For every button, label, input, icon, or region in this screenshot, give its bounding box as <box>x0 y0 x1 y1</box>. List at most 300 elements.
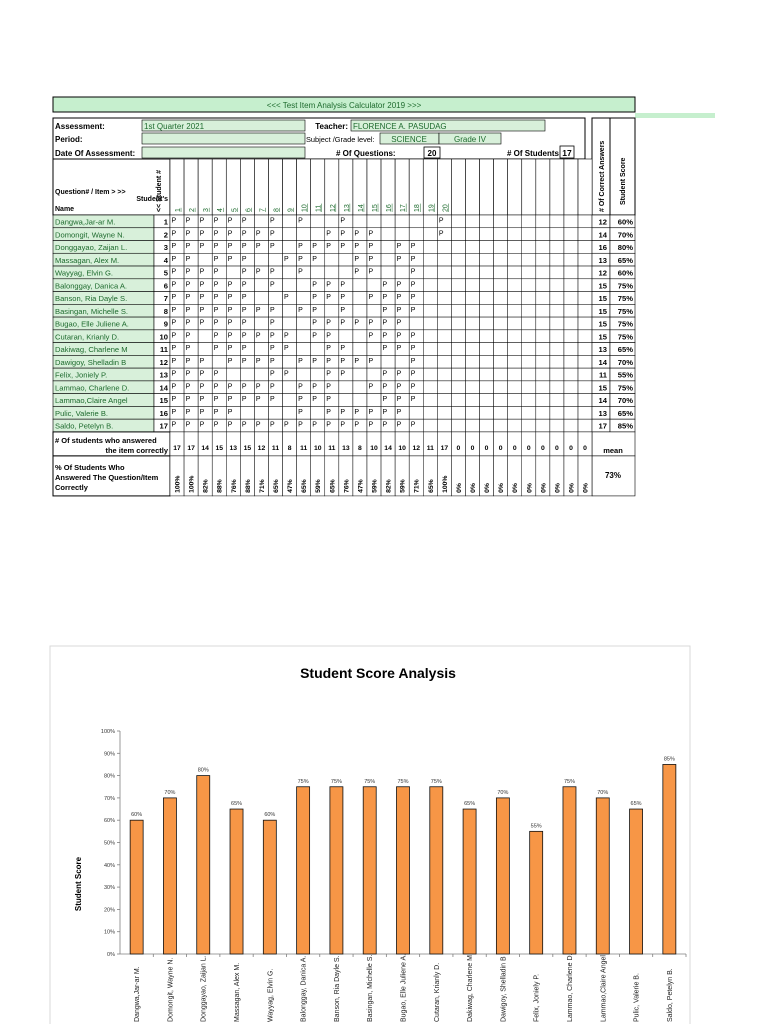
answer-cell[interactable] <box>451 304 465 317</box>
answer-cell[interactable] <box>480 266 494 279</box>
item-count-cell <box>465 432 479 456</box>
answer-cell[interactable] <box>536 228 550 241</box>
answer-cell[interactable] <box>437 406 451 419</box>
period-field[interactable] <box>142 133 305 144</box>
answer-cell[interactable] <box>508 406 522 419</box>
answer-cell[interactable] <box>297 330 311 343</box>
answer-cell[interactable] <box>494 266 508 279</box>
answer-cell[interactable] <box>339 394 353 407</box>
answer-cell[interactable] <box>536 253 550 266</box>
answer-cell[interactable] <box>480 343 494 356</box>
answer-cell[interactable] <box>297 228 311 241</box>
answer-cell[interactable] <box>508 355 522 368</box>
answer-cell[interactable] <box>536 266 550 279</box>
answer-cell[interactable] <box>451 330 465 343</box>
check-mark: P <box>255 332 261 340</box>
answer-cell[interactable] <box>522 381 536 394</box>
answer-cell[interactable] <box>522 368 536 381</box>
answer-cell[interactable] <box>353 330 367 343</box>
answer-cell[interactable] <box>437 381 451 394</box>
answer-cell[interactable] <box>536 215 550 228</box>
answer-cell[interactable] <box>381 266 395 279</box>
answer-cell[interactable] <box>508 343 522 356</box>
answer-cell[interactable] <box>494 304 508 317</box>
answer-cell[interactable] <box>297 279 311 292</box>
answer-cell[interactable] <box>198 253 212 266</box>
answer-cell[interactable] <box>480 292 494 305</box>
answer-cell[interactable] <box>465 228 479 241</box>
answer-cell[interactable] <box>339 266 353 279</box>
answer-cell[interactable] <box>550 381 564 394</box>
answer-cell[interactable] <box>550 394 564 407</box>
answer-cell[interactable] <box>268 253 282 266</box>
answer-cell[interactable] <box>508 368 522 381</box>
answer-cell[interactable] <box>536 355 550 368</box>
answer-cell[interactable] <box>409 406 423 419</box>
answer-cell[interactable] <box>480 368 494 381</box>
answer-cell[interactable] <box>423 330 437 343</box>
answer-cell[interactable] <box>283 279 297 292</box>
answer-cell[interactable] <box>564 330 578 343</box>
answer-cell[interactable] <box>480 355 494 368</box>
answer-cell[interactable] <box>508 253 522 266</box>
answer-cell[interactable] <box>564 381 578 394</box>
answer-cell[interactable] <box>437 241 451 254</box>
answer-cell[interactable] <box>423 368 437 381</box>
answer-cell[interactable] <box>494 381 508 394</box>
answer-cell[interactable] <box>367 394 381 407</box>
answer-cell[interactable] <box>550 292 564 305</box>
answer-cell[interactable] <box>536 304 550 317</box>
answer-cell[interactable] <box>564 304 578 317</box>
answer-cell[interactable] <box>465 381 479 394</box>
answer-cell[interactable] <box>395 228 409 241</box>
answer-cell[interactable] <box>465 406 479 419</box>
answer-cell[interactable] <box>494 355 508 368</box>
answer-cell[interactable] <box>451 355 465 368</box>
percent-label-line2: Answered The Question/Item <box>55 473 159 482</box>
answer-cell[interactable] <box>311 368 325 381</box>
answer-cell[interactable] <box>480 215 494 228</box>
answer-cell[interactable] <box>437 394 451 407</box>
bar-data-label: 75% <box>297 778 309 785</box>
answer-cell[interactable] <box>381 215 395 228</box>
answer-cell[interactable] <box>283 215 297 228</box>
answer-cell[interactable] <box>254 292 268 305</box>
answer-cell[interactable] <box>578 381 592 394</box>
answer-cell[interactable] <box>536 368 550 381</box>
answer-cell[interactable] <box>494 253 508 266</box>
answer-cell[interactable] <box>353 215 367 228</box>
answer-cell[interactable] <box>451 406 465 419</box>
answer-cell[interactable] <box>283 228 297 241</box>
answer-cell[interactable] <box>522 394 536 407</box>
answer-cell[interactable] <box>409 317 423 330</box>
answer-cell[interactable] <box>522 304 536 317</box>
answer-cell[interactable] <box>578 343 592 356</box>
answer-cell[interactable] <box>451 215 465 228</box>
answer-cell[interactable] <box>564 406 578 419</box>
answer-cell[interactable] <box>339 330 353 343</box>
answer-cell[interactable] <box>311 406 325 419</box>
answer-cell[interactable] <box>423 381 437 394</box>
answer-cell[interactable] <box>395 266 409 279</box>
answer-cell[interactable] <box>536 317 550 330</box>
answer-cell[interactable] <box>508 266 522 279</box>
answer-cell[interactable] <box>198 330 212 343</box>
answer-cell[interactable] <box>409 228 423 241</box>
answer-cell[interactable] <box>283 355 297 368</box>
answer-cell[interactable] <box>578 279 592 292</box>
bar-data-label: 70% <box>164 789 176 796</box>
answer-cell[interactable] <box>465 343 479 356</box>
answer-cell[interactable] <box>437 419 451 432</box>
answer-cell[interactable] <box>465 394 479 407</box>
answer-cell[interactable] <box>283 394 297 407</box>
answer-cell[interactable] <box>367 279 381 292</box>
check-mark: P <box>185 357 191 365</box>
answer-cell[interactable] <box>311 266 325 279</box>
answer-cell[interactable] <box>522 419 536 432</box>
answer-cell[interactable] <box>451 228 465 241</box>
answer-cell[interactable] <box>550 419 564 432</box>
answer-cell[interactable] <box>578 394 592 407</box>
answer-cell[interactable] <box>508 419 522 432</box>
answer-cell[interactable] <box>437 279 451 292</box>
answer-cell[interactable] <box>254 368 268 381</box>
answer-cell[interactable] <box>423 419 437 432</box>
answer-cell[interactable] <box>254 279 268 292</box>
answer-cell[interactable] <box>522 355 536 368</box>
answer-cell[interactable] <box>367 304 381 317</box>
answer-cell[interactable] <box>578 215 592 228</box>
answer-cell[interactable] <box>494 330 508 343</box>
answer-cell[interactable] <box>437 368 451 381</box>
answer-cell[interactable] <box>353 343 367 356</box>
answer-cell[interactable] <box>578 419 592 432</box>
answer-cell[interactable] <box>494 368 508 381</box>
answer-cell[interactable] <box>494 406 508 419</box>
answer-cell[interactable] <box>522 343 536 356</box>
answer-cell[interactable] <box>437 330 451 343</box>
answer-cell[interactable] <box>423 266 437 279</box>
y-tick-label: 80% <box>103 773 115 780</box>
answer-cell[interactable] <box>508 241 522 254</box>
answer-cell[interactable] <box>578 253 592 266</box>
answer-cell[interactable] <box>353 304 367 317</box>
answer-cell[interactable] <box>480 406 494 419</box>
answer-cell[interactable] <box>381 253 395 266</box>
answer-cell[interactable] <box>550 355 564 368</box>
answer-cell[interactable] <box>494 279 508 292</box>
answer-cell[interactable] <box>423 241 437 254</box>
answer-cell[interactable] <box>451 266 465 279</box>
answer-cell[interactable] <box>283 406 297 419</box>
answer-cell[interactable] <box>465 266 479 279</box>
answer-cell[interactable] <box>381 241 395 254</box>
answer-cell[interactable] <box>550 368 564 381</box>
answer-cell[interactable] <box>254 317 268 330</box>
answer-cell[interactable] <box>254 406 268 419</box>
answer-cell[interactable] <box>283 317 297 330</box>
answer-cell[interactable] <box>283 241 297 254</box>
answer-cell[interactable] <box>240 406 254 419</box>
answer-cell[interactable] <box>325 253 339 266</box>
answer-cell[interactable] <box>578 368 592 381</box>
answer-cell[interactable] <box>550 330 564 343</box>
answer-cell[interactable] <box>198 343 212 356</box>
answer-cell[interactable] <box>367 368 381 381</box>
answer-cell[interactable] <box>522 228 536 241</box>
answer-cell[interactable] <box>381 355 395 368</box>
answer-cell[interactable] <box>508 279 522 292</box>
answer-cell[interactable] <box>522 215 536 228</box>
answer-cell[interactable] <box>451 279 465 292</box>
answer-cell[interactable] <box>508 394 522 407</box>
answer-cell[interactable] <box>339 253 353 266</box>
answer-cell[interactable] <box>578 304 592 317</box>
answer-cell[interactable] <box>423 304 437 317</box>
answer-cell[interactable] <box>381 228 395 241</box>
answer-cell[interactable] <box>494 215 508 228</box>
answer-cell[interactable] <box>465 279 479 292</box>
answer-cell[interactable] <box>578 330 592 343</box>
answer-cell[interactable] <box>465 419 479 432</box>
answer-cell[interactable] <box>353 368 367 381</box>
answer-cell[interactable] <box>578 241 592 254</box>
answer-cell[interactable] <box>494 343 508 356</box>
answer-cell[interactable] <box>226 368 240 381</box>
answer-cell[interactable] <box>508 215 522 228</box>
answer-cell[interactable] <box>494 241 508 254</box>
answer-cell[interactable] <box>522 241 536 254</box>
answer-cell[interactable] <box>550 266 564 279</box>
answer-cell[interactable] <box>522 253 536 266</box>
answer-cell[interactable] <box>550 317 564 330</box>
answer-cell[interactable] <box>437 304 451 317</box>
answer-cell[interactable] <box>451 368 465 381</box>
answer-cell[interactable] <box>550 304 564 317</box>
answer-cell[interactable] <box>550 343 564 356</box>
answer-cell[interactable] <box>564 266 578 279</box>
answer-cell[interactable] <box>480 419 494 432</box>
answer-cell[interactable] <box>437 292 451 305</box>
answer-cell[interactable] <box>465 215 479 228</box>
answer-cell[interactable] <box>409 215 423 228</box>
answer-cell[interactable] <box>395 215 409 228</box>
answer-cell[interactable] <box>465 292 479 305</box>
answer-cell[interactable] <box>451 253 465 266</box>
answer-cell[interactable] <box>536 279 550 292</box>
answer-cell[interactable] <box>508 381 522 394</box>
answer-cell[interactable] <box>508 317 522 330</box>
item-correct-count: 10 <box>313 444 322 452</box>
answer-cell[interactable] <box>536 241 550 254</box>
answer-cell[interactable] <box>353 394 367 407</box>
answer-cell[interactable] <box>465 253 479 266</box>
answer-cell[interactable] <box>550 253 564 266</box>
answer-cell[interactable] <box>423 343 437 356</box>
answer-cell[interactable] <box>423 253 437 266</box>
item-number: 1 <box>175 208 183 212</box>
answer-cell[interactable] <box>423 394 437 407</box>
answer-cell[interactable] <box>508 292 522 305</box>
item-header-cell <box>170 159 184 215</box>
answer-cell[interactable] <box>536 330 550 343</box>
answer-cell[interactable] <box>423 355 437 368</box>
answer-cell[interactable] <box>283 304 297 317</box>
answer-cell[interactable] <box>578 292 592 305</box>
answer-cell[interactable] <box>564 292 578 305</box>
answer-cell[interactable] <box>550 228 564 241</box>
answer-cell[interactable] <box>353 292 367 305</box>
answer-cell[interactable] <box>395 355 409 368</box>
date-field[interactable] <box>142 147 305 158</box>
answer-cell[interactable] <box>536 343 550 356</box>
answer-cell[interactable] <box>564 317 578 330</box>
answer-cell[interactable] <box>564 355 578 368</box>
answer-cell[interactable] <box>480 317 494 330</box>
answer-cell[interactable] <box>564 368 578 381</box>
check-mark: P <box>368 332 374 340</box>
answer-cell[interactable] <box>297 317 311 330</box>
answer-cell[interactable] <box>536 381 550 394</box>
answer-cell[interactable] <box>522 317 536 330</box>
answer-cell[interactable] <box>480 381 494 394</box>
answer-cell[interactable] <box>536 406 550 419</box>
answer-cell[interactable] <box>437 355 451 368</box>
answer-cell[interactable] <box>423 279 437 292</box>
answer-cell[interactable] <box>268 406 282 419</box>
answer-cell[interactable] <box>437 253 451 266</box>
answer-cell[interactable] <box>522 279 536 292</box>
answer-cell[interactable] <box>451 394 465 407</box>
answer-cell[interactable] <box>494 228 508 241</box>
answer-cell[interactable] <box>564 343 578 356</box>
answer-cell[interactable] <box>451 343 465 356</box>
answer-cell[interactable] <box>339 381 353 394</box>
answer-cell[interactable] <box>536 419 550 432</box>
answer-cell[interactable] <box>494 317 508 330</box>
answer-cell[interactable] <box>297 292 311 305</box>
answer-cell[interactable] <box>564 228 578 241</box>
answer-cell[interactable] <box>564 215 578 228</box>
answer-cell[interactable] <box>451 292 465 305</box>
answer-cell[interactable] <box>423 228 437 241</box>
answer-cell[interactable] <box>465 317 479 330</box>
answer-cell[interactable] <box>522 292 536 305</box>
answer-cell[interactable] <box>564 253 578 266</box>
answer-cell[interactable] <box>268 292 282 305</box>
answer-cell[interactable] <box>550 279 564 292</box>
answer-cell[interactable] <box>508 304 522 317</box>
answer-cell[interactable] <box>522 330 536 343</box>
answer-cell[interactable] <box>451 317 465 330</box>
answer-cell[interactable] <box>325 304 339 317</box>
answer-cell[interactable] <box>508 228 522 241</box>
answer-cell[interactable] <box>508 330 522 343</box>
answer-cell[interactable] <box>480 330 494 343</box>
answer-cell[interactable] <box>550 406 564 419</box>
answer-cell[interactable] <box>437 266 451 279</box>
answer-cell[interactable] <box>311 215 325 228</box>
answer-cell[interactable] <box>465 355 479 368</box>
answer-cell[interactable] <box>550 215 564 228</box>
answer-cell[interactable] <box>437 343 451 356</box>
answer-cell[interactable] <box>578 266 592 279</box>
answer-cell[interactable] <box>494 419 508 432</box>
answer-cell[interactable] <box>297 368 311 381</box>
answer-cell[interactable] <box>325 266 339 279</box>
answer-cell[interactable] <box>254 343 268 356</box>
answer-cell[interactable] <box>465 368 479 381</box>
answer-cell[interactable] <box>564 241 578 254</box>
answer-cell[interactable] <box>564 394 578 407</box>
answer-cell[interactable] <box>451 419 465 432</box>
answer-cell[interactable] <box>367 343 381 356</box>
answer-cell[interactable] <box>480 304 494 317</box>
answer-cell[interactable] <box>494 394 508 407</box>
answer-cell[interactable] <box>423 215 437 228</box>
answer-cell[interactable] <box>353 279 367 292</box>
answer-cell[interactable] <box>465 330 479 343</box>
answer-cell[interactable] <box>353 381 367 394</box>
answer-cell[interactable] <box>367 215 381 228</box>
answer-cell[interactable] <box>423 292 437 305</box>
x-tick-label: Felix, Joniely P. <box>533 973 541 1022</box>
answer-cell[interactable] <box>240 368 254 381</box>
answer-cell[interactable] <box>311 228 325 241</box>
answer-cell[interactable] <box>564 279 578 292</box>
answer-cell[interactable] <box>283 266 297 279</box>
answer-cell[interactable] <box>423 317 437 330</box>
answer-cell[interactable] <box>465 304 479 317</box>
answer-cell[interactable] <box>550 241 564 254</box>
answer-cell[interactable] <box>451 241 465 254</box>
answer-cell[interactable] <box>480 279 494 292</box>
answer-cell[interactable] <box>522 266 536 279</box>
answer-cell[interactable] <box>423 406 437 419</box>
answer-cell[interactable] <box>494 292 508 305</box>
answer-cell[interactable] <box>212 355 226 368</box>
answer-cell[interactable] <box>465 241 479 254</box>
period-label: Period: <box>55 135 83 144</box>
answer-cell[interactable] <box>536 292 550 305</box>
answer-cell[interactable] <box>311 343 325 356</box>
answer-cell[interactable] <box>536 394 550 407</box>
item-header-cell <box>226 159 240 215</box>
answer-cell[interactable] <box>254 253 268 266</box>
answer-cell[interactable] <box>578 228 592 241</box>
answer-cell[interactable] <box>451 381 465 394</box>
answer-cell[interactable] <box>480 241 494 254</box>
answer-cell[interactable] <box>480 394 494 407</box>
answer-cell[interactable] <box>522 406 536 419</box>
answer-cell[interactable] <box>226 266 240 279</box>
answer-cell[interactable] <box>480 228 494 241</box>
answer-cell[interactable] <box>578 406 592 419</box>
answer-cell[interactable] <box>437 317 451 330</box>
answer-cell[interactable] <box>578 317 592 330</box>
check-mark: P <box>340 230 346 238</box>
answer-cell[interactable] <box>564 419 578 432</box>
answer-cell[interactable] <box>325 215 339 228</box>
answer-cell[interactable] <box>254 215 268 228</box>
answer-cell[interactable] <box>578 355 592 368</box>
answer-cell[interactable] <box>480 253 494 266</box>
answer-cell[interactable] <box>283 381 297 394</box>
answer-cell[interactable] <box>297 343 311 356</box>
